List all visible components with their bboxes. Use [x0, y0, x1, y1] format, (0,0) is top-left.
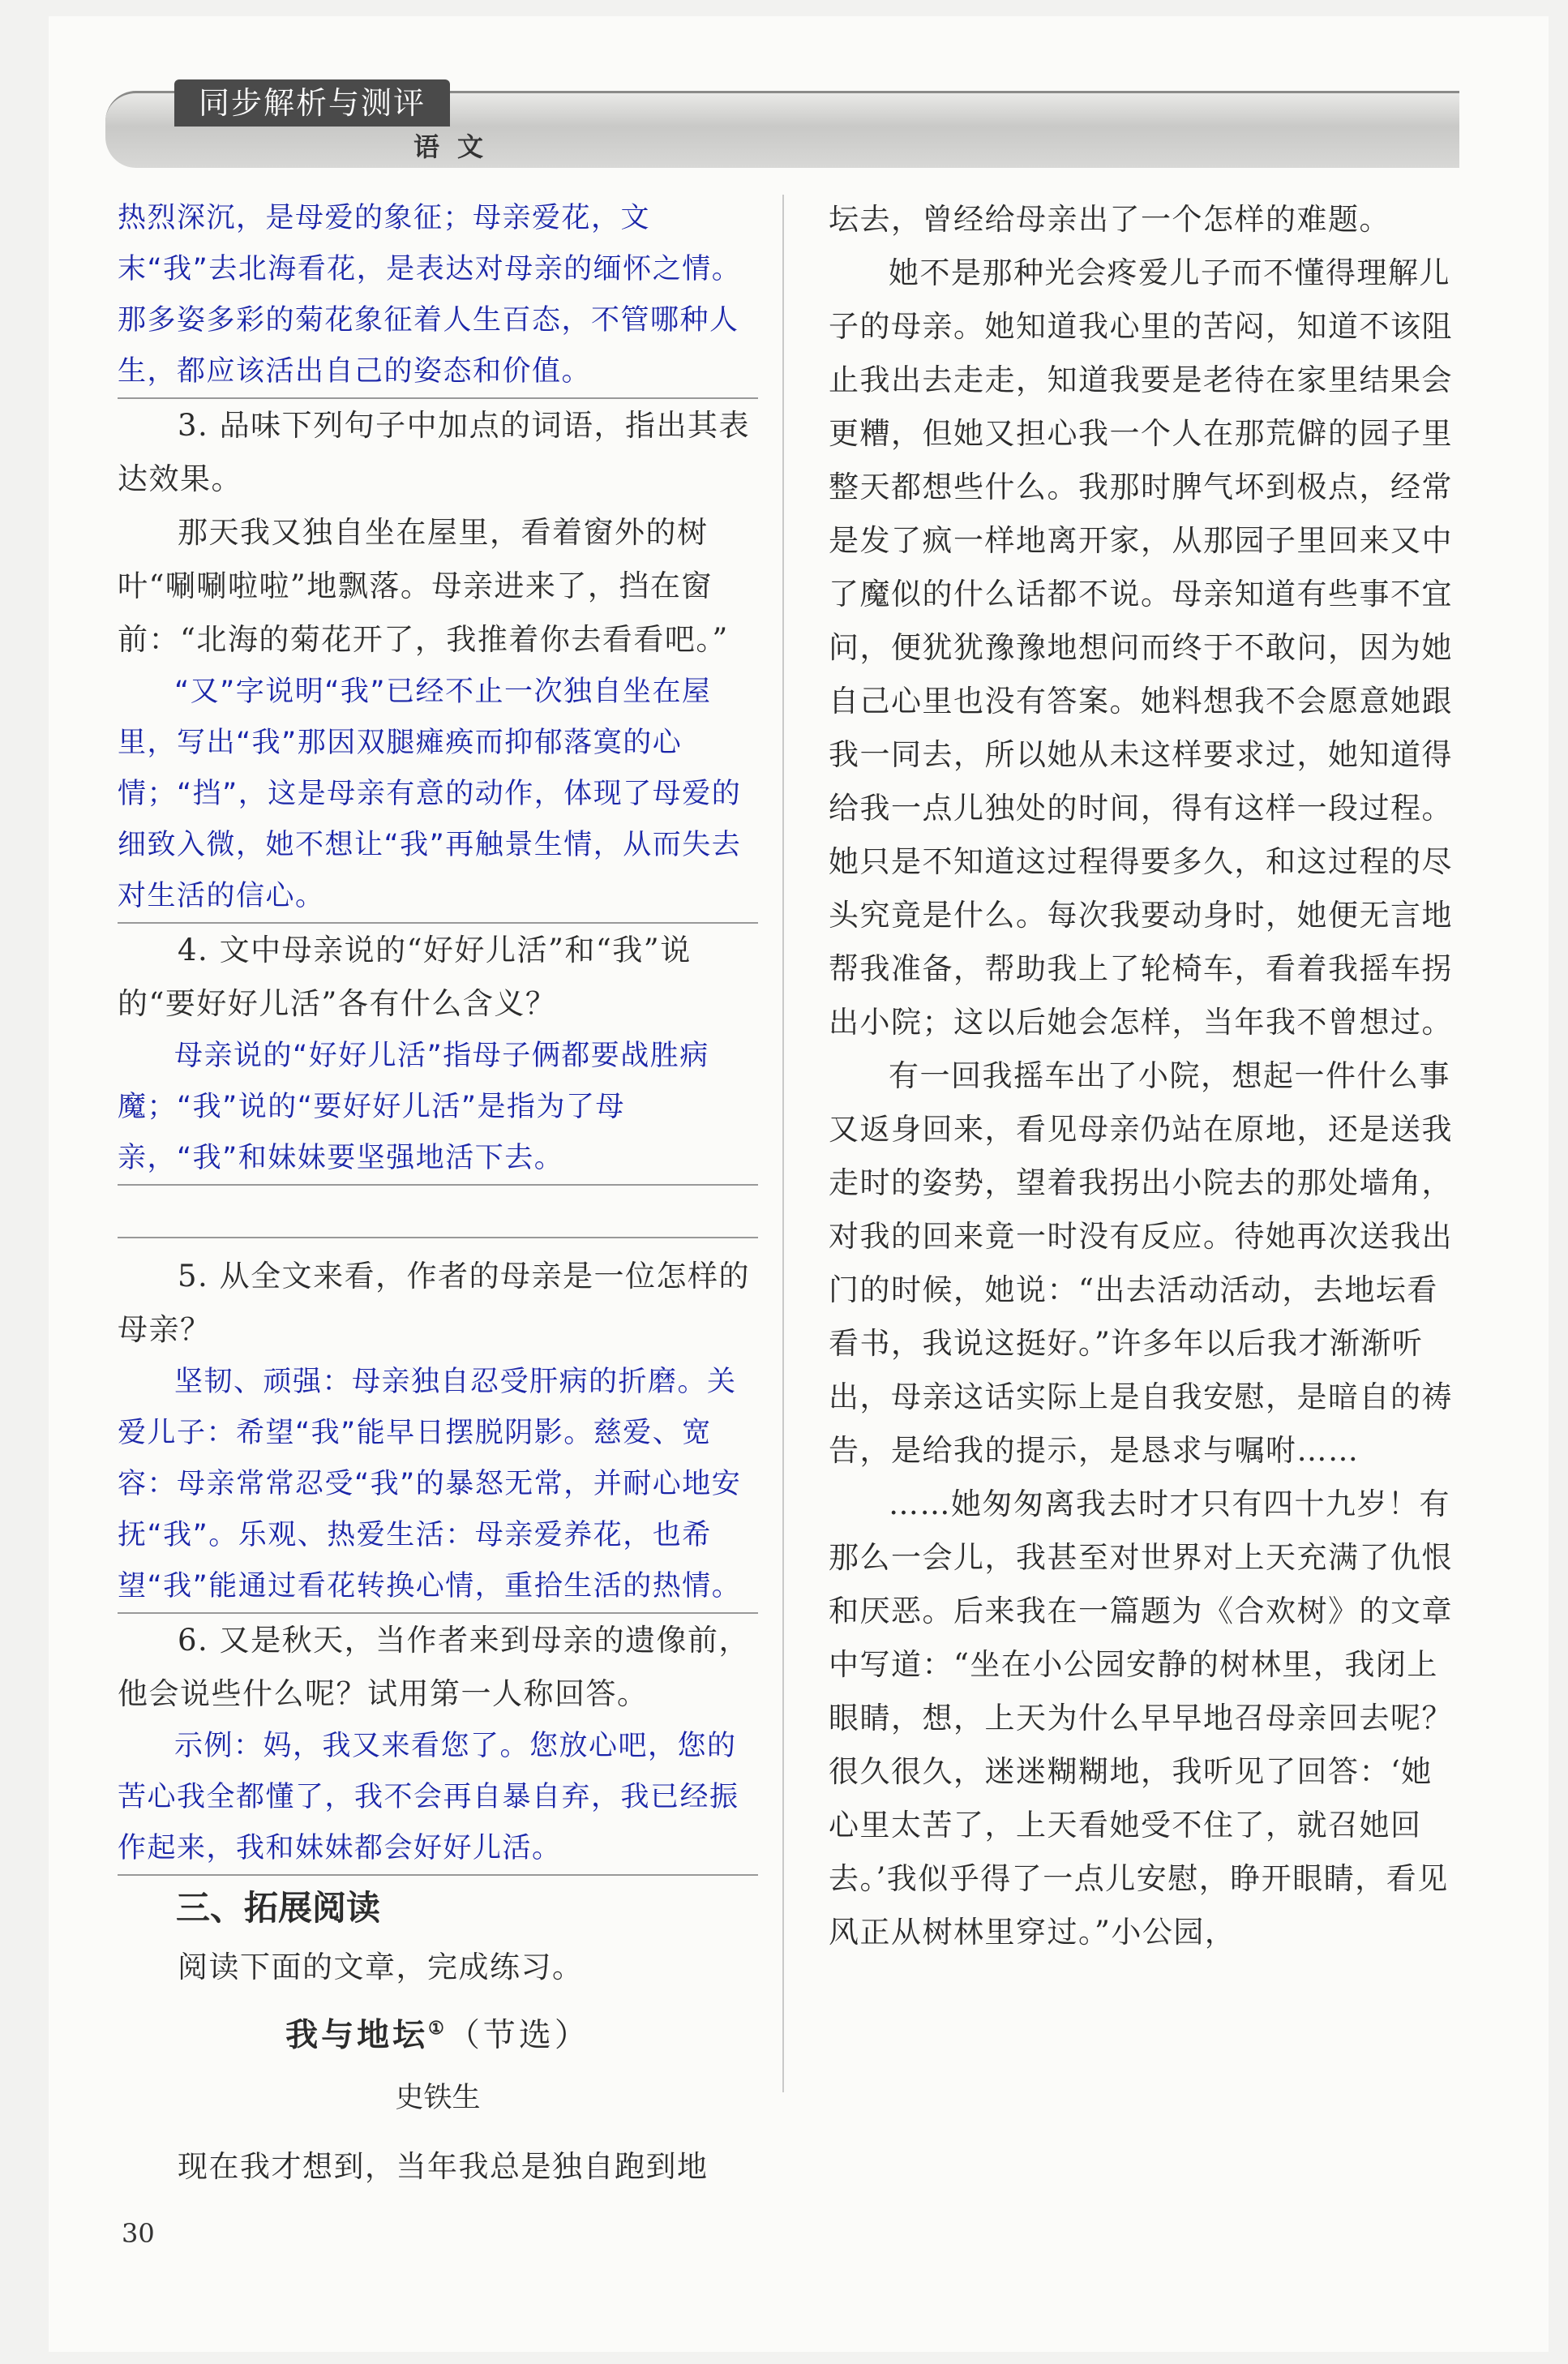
- answer-q4: 母亲说的“好好儿活”指母子俩都要战胜病魔；“我”说的“要好好儿活”是指为了母亲，“我”和妹妹要坚强地活下去。: [118, 1031, 758, 1186]
- answer-q2: 热烈深沉，是母爱的象征；母亲爱花，文末“我”去北海看花，是表达对母亲的缅怀之情。那多姿多彩的菊花象征着人生百态，不管哪种人生，都应该活出自己的姿态和价值。: [118, 193, 758, 399]
- book-title: 同步解析与测评: [174, 79, 450, 127]
- essay-title-text: 我与地坛: [285, 2015, 429, 2054]
- instruction: 阅读下面的文章，完成练习。: [178, 1950, 584, 1984]
- essay-title-suffix: （节选）: [447, 2016, 590, 2054]
- right-column: [829, 193, 1457, 1959]
- essay-paragraph-1-cont: 坛去，曾经给母亲出了一个怎样的难题。: [829, 202, 1390, 237]
- subject-label: 语文: [413, 131, 502, 162]
- question-6: 6. 又是秋天，当作者来到母亲的遗像前，他会说些什么呢？试用第一人称回答。: [118, 1623, 751, 1711]
- question-5: 5. 从全文来看，作者的母亲是一位怎样的母亲？: [118, 1259, 751, 1347]
- column-divider: [782, 195, 784, 2092]
- answer-blank-line: [118, 1186, 758, 1238]
- answer-q5: 坚韧、顽强：母亲独自忍受肝病的折磨。关爱儿子：希望“我”能早日摆脱阴影。慈爱、宽容：母亲常常忍受“我”的暴怒无常，并耐心地安抚“我”。乐观、热爱生活：母亲爱养花，也希望“我”能通过看花转换心情，重拾生活的热情。: [118, 1357, 758, 1614]
- essay-author: 史铁生: [395, 2082, 481, 2115]
- essay-paragraph-4: ……她匆匆离我去时才只有四十九岁！有那么一会儿，我甚至对世界对上天充满了仇恨和厌恶。后来我在一篇题为《合欢树》的文章中写道：“坐在小公园安静的树林里，我闭上眼睛，想，上天为什么早早地召母亲回去呢？很久很久，迷迷糊糊地，我听见了回答：‘她心里太苦了，上天看她受不住了，就召她回去。’我似乎得了一点儿安慰，睁开眼睛，看见风正从树林里穿过。”小公园，: [829, 1487, 1453, 1950]
- essay-paragraph-3: 有一回我摇车出了小院，想起一件什么事又返身回来，看见母亲仍站在原地，还是送我走时的姿势，望着我拐出小院去的那处墙角，对我的回来竟一时没有反应。待她再次送我出门的时候，她说：“出去活动活动，去地坛看看书，我说这挺好。”许多年以后我才渐渐听出，母亲这话实际上是自我安慰，是暗自的祷告，是给我的提示，是恳求与嘱咐……: [829, 1058, 1453, 1468]
- essay-title: [118, 1994, 758, 2069]
- answer-q6: 示例：妈，我又来看您了。您放心吧，您的苦心我全都懂了，我不会再自暴自弃，我已经振作起来，我和妹妹都会好好儿活。: [118, 1721, 758, 1876]
- question-3-quote: 那天我又独自坐在屋里，看着窗外的树叶“唰唰啦啦”地飘落。母亲进来了，挡在窗前：“北海的菊花开了，我推着你去看看吧。”: [118, 515, 729, 657]
- question-4: 4. 文中母亲说的“好好儿活”和“我”说的“要好好儿活”各有什么含义？: [118, 933, 692, 1021]
- section-title: 三、拓展阅读: [176, 1888, 381, 1928]
- footnote-marker: ①: [428, 2018, 448, 2039]
- essay-paragraph-2: 她不是那种光会疼爱儿子而不懂得理解儿子的母亲。她知道我心里的苦闷，知道不该阻止我出去走走，知道我要是老待在家里结果会更糟，但她又担心我一个人在那荒僻的园子里整天都想些什么。我那时脾气坏到极点，经常是发了疯一样地离开家，从那园子里回来又中了魔似的什么话都不说。母亲知道有些事不宜问，便犹犹豫豫地想问而终于不敢问，因为她自己心里也没有答案。她料想我不会愿意她跟我一同去，所以她从未这样要求过，她知道得给我一点儿独处的时间，得有这样一段过程。她只是不知道这过程得要多久，和这过程的尽头究竟是什么。每次我要动身时，她便无言地帮我准备，帮助我上了轮椅车，看着我摇车拐出小院；这以后她会怎样，当年我不曾想过。: [829, 255, 1453, 1040]
- question-3: 3. 品味下列句子中加点的词语，指出其表达效果。: [118, 408, 751, 496]
- answer-q3: “又”字说明“我”已经不止一次独自坐在屋里，写出“我”那因双腿瘫痪而抑郁落寞的心情；“挡”，这是母亲有意的动作，体现了母爱的细致入微，她不想让“我”再触景生情，从而失去对生活的信心。: [118, 667, 758, 924]
- essay-paragraph-1: 现在我才想到，当年我总是独自跑到地: [178, 2149, 709, 2185]
- page-number: 30: [122, 2218, 155, 2249]
- left-column: [118, 193, 758, 2194]
